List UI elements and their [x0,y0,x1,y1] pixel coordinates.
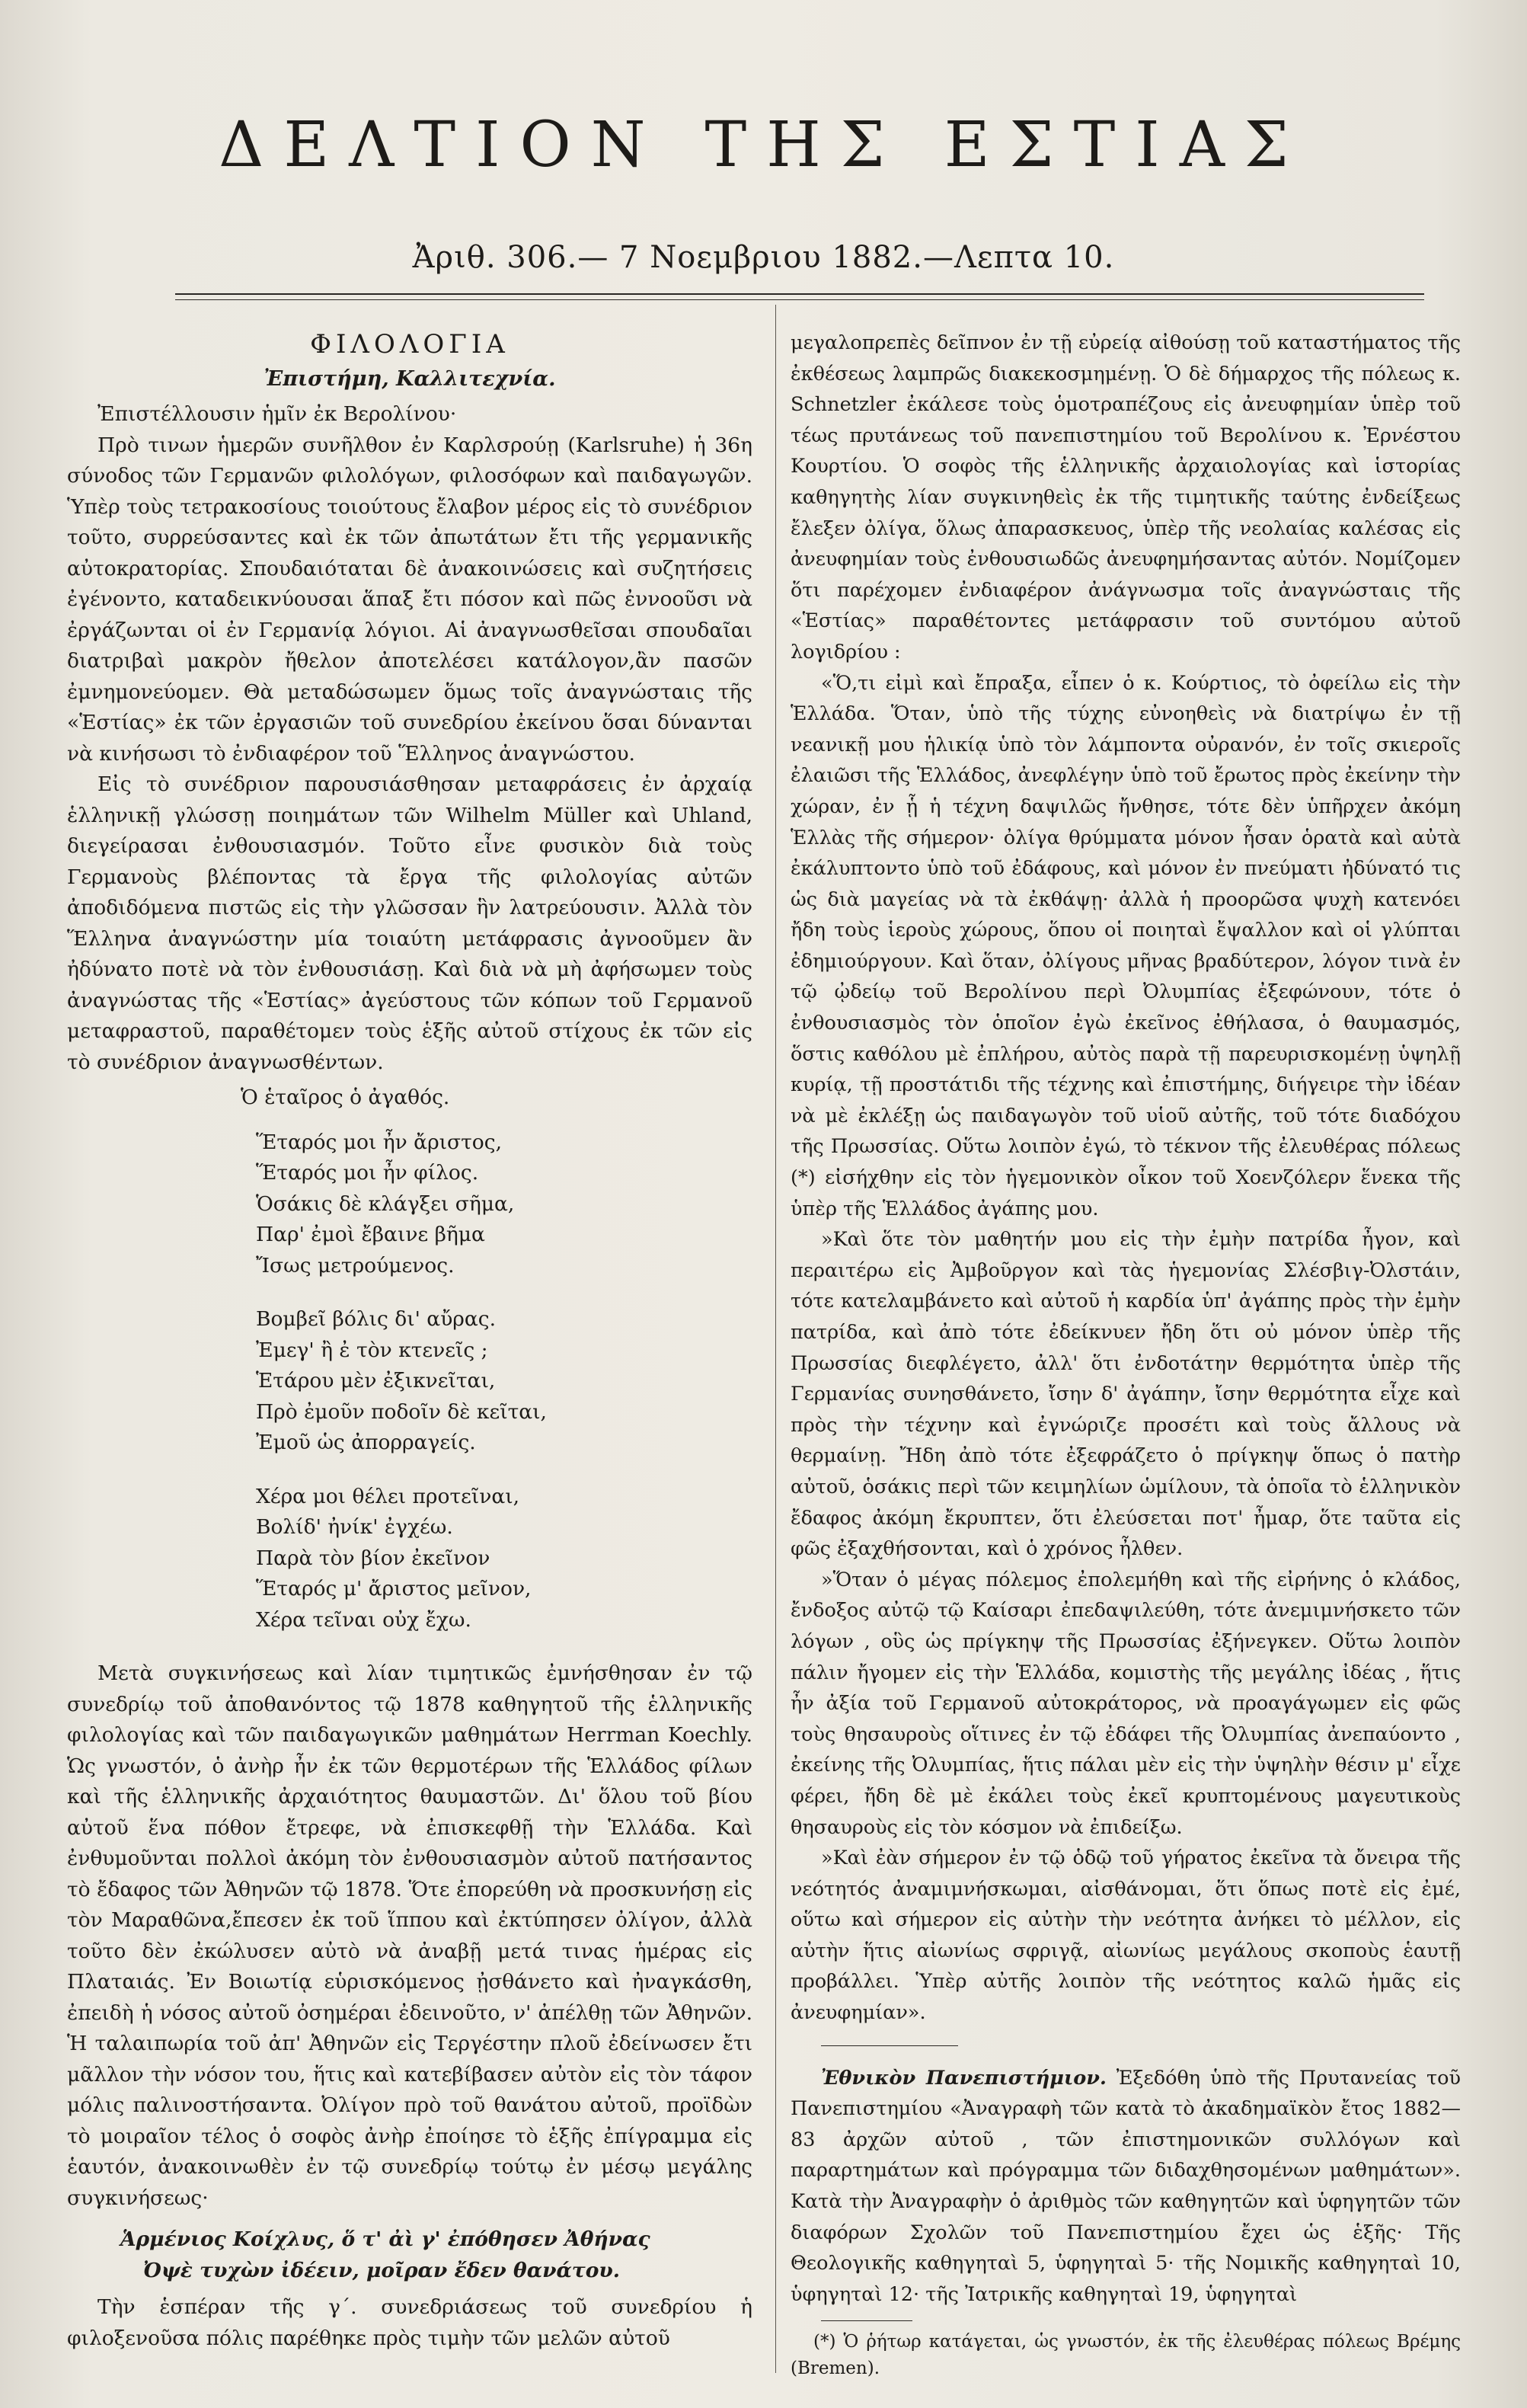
poem-line: Ἐμοῦ ὡς ἀπορραγείς. [256,1431,476,1454]
section-subhead: Ἐπιστήμη, Καλλιτεχνία. [264,367,556,391]
issue-line: Ἀριθ. 306.— 7 Νοεμβριου 1882.—Λεπτα 10. [412,240,1115,275]
epigram-line: Ἁρμένιος Κοίχλυς, ὅ τ' ἀὶ γ' ἐπόθησεν Ἀθήνας [120,2227,650,2251]
article-paragraph: Πρὸ τινων ἡμερῶν συνῆλθον ἐν Καρλσρούῃ (Karlsruhe) ἡ 36η σύνοδος τῶν Γερμανῶν φιλολόγων, φιλοσόφων καὶ παιδαγωγῶν. Ὑπὲρ τοὺς τετρακοσίους τοιούτους ἔλαβον μέρος εἰς τὸ συνέδριον τοῦτο, συρρεύσαντες καὶ ἐκ τῶν ἀπωτάτων ἔτι τῆς γερμανικῆς αὐτοκρατορίας. Σπουδαιόταται δὲ ἀνακοινώσεις καὶ συζητήσεις ἐγένοντο, καταδεικνύουσαι ἅπαξ ἔτι πόσον καὶ πῶς ἐννοοῦσι νὰ ἐργάζωνται οἱ ἐν Γερμανίᾳ λόγιοι. Αἱ ἀναγνωσθεῖσαι σπουδαῖαι διατριβαὶ μακρὸν ἤθελον ἀποτελέσει κατάλογον,ἂν πασῶν ἐμνημονεύομεν. Θὰ μεταδώσωμεν ὅμως τοῖς ἀναγνώσταις τῆς «Ἑστίας» ἐκ τῶν ἐργασιῶν τοῦ συνεδρίου ἐκείνου ὅσαι δύνανται νὰ κινήσωσι τὸ ἐνδιαφέρον τοῦ Ἕλληνος ἀναγνώστου. [67,433,752,766]
header-rule [175,293,1424,295]
left-column [67,328,752,2354]
poem-line: Ἕταρός μ' ἄριστος μεῖνον, [256,1577,532,1601]
speech-paragraph: «Ὅ,τι εἰμὶ καὶ ἔπραξα, εἶπεν ὁ κ. Κούρτιος, τὸ ὀφείλω εἰς τὴν Ἑλλάδα. Ὅταν, ὑπὸ τῆς τύχης εὐνοηθεὶς νὰ διατρίψω ἐν τῇ νεανικῇ μου ἡλικίᾳ ὑπὸ τὸν λάμποντα οὐρανόν, ἐν τοῖς σκιεροῖς ἐλαιῶσι τῆς Ἑλλάδος, ἀνεφλέγην ὑπὸ τοῦ ἔρωτος πρὸς ἐκείνην τὴν χώραν, ἐν ᾗ ἡ τέχνη δαψιλῶς ἤνθησε, τότε δὲν ὑπῆρχεν ἀκόμη Ἑλλὰς τῆς σήμερον· ὀλίγα θρύμματα μόνον ἦσαν ὁρατὰ καὶ αὐτὰ ἐκάλυπτοντο ὑπὸ τοῦ ἐδάφους, καὶ μόνον ἐν πνεύματι ἠδύνατό τις ὡς διὰ μαγείας νὰ τὰ ἐκθάψῃ· ἀλλὰ ἡ προορῶσα ψυχὴ κατενόει ἤδη τοὺς ἱεροὺς χώρους, ὅπου οἱ ποιηταὶ ἔψαλλον καὶ οἱ γλύπται ἐδημιούργουν. Καὶ ὅταν, ὀλίγους μῆνας βραδύτερον, λόγον τινὰ ἐν τῷ ᾠδείῳ τοῦ Βερολίνου περὶ Ὀλυμπίας ἐξεφώνουν, τότε ὁ ἐνθουσιασμὸς τὸν ὁποῖον ἐγὼ ἐκεῖνος ἐθήλασα, ὁ θαυμασμός, ὅστις καθόλου μὲ ἐπλήρου, αὐτὸς παρὰ τῇ παρευρισκομένῃ ὑψηλῇ κυρίᾳ, τῇ προστάτιδι τῆς τέχνης καὶ ἐπιστήμης, διήγειρε τὴν ἰδέαν νὰ μὲ ἐκλέξῃ ὡς παιδαγωγὸν τοῦ υἱοῦ αὐτῆς, τοῦ τότε διαδόχου τῆς Πρωσσίας. Οὕτω λοιπὸν ἐγώ, τὸ τέκνον τῆς ἐλευθέρας πόλεως (*) εἰσήχθην εἰς τὸν ἡγεμονικὸν οἶκον τοῦ Χοενζόλερν ἕνεκα τῆς ὑπὲρ τῆς Ἑλλάδος ἀγάπης μου. [791,671,1461,1220]
poem-line: Ἑτάρου μὲν ἐξικνεῖται, [256,1369,496,1393]
poem-line: Βομβεῖ βόλις δι' αὔρας. [256,1307,497,1331]
column-divider [775,305,776,2373]
poem-line: Παρ' ἐμοὶ ἔβαινε βῆμα [256,1223,485,1246]
poem-stanza [67,1127,752,1282]
header-rule-thin [175,299,1424,300]
poem-line: Βολίδ' ἠνίκ' ἐγχέω. [256,1515,453,1539]
article-separator [821,2045,958,2046]
speech-paragraph: »Καὶ ἐὰν σήμερον ἐν τῷ ὁδῷ τοῦ γήρατος ἐκεῖνα τὰ ὄνειρα τῆς νεότητός ἀναμιμνήσκωμαι, αἰσθάνομαι, ὅτι ὅπως ποτὲ εἰς ἐμέ, οὕτω καὶ σήμερον εἰς αὐτὴν τὴν νεότητα ἀνήκει τὸ μέλλον, εἰς αὐτὴν ἥτις αἰωνίως σφριγᾷ, αἰωνίως μεγάλους σκοποὺς ἑαυτῇ προβάλλει. Ὑπὲρ αὐτῆς λοιπὸν τῆς νεότητος καλῶ ἡμᾶς εἰς ἀνευφημίαν». [791,1847,1461,2025]
epigram-line: Ὀψὲ τυχὼν ἰδέειν, μοῖραν ἔδεν θανάτου. [143,2258,621,2282]
poem-line: Παρὰ τὸν βίον ἐκεῖνον [256,1546,490,1570]
university-notice-lead: Ἐθνικὸν Πανεπιστήμιον. [821,2066,1107,2090]
article-paragraph: Μετὰ συγκινήσεως καὶ λίαν τιμητικῶς ἐμνήσθησαν ἐν τῷ συνεδρίῳ τοῦ ἀποθανόντος τῷ 1878 καθηγητοῦ τῆς ἑλληνικῆς φιλολογίας καὶ τῶν παιδαγωγικῶν μαθημάτων Herrman Koechly. Ὡς γνωστόν, ὁ ἀνὴρ ἦν ἐκ τῶν θερμοτέρων τῆς Ἑλλάδος φίλων καὶ τῆς ἑλληνικῆς ἀρχαιότητος θαυμαστῶν. Δι' ὅλου τοῦ βίου αὐτοῦ ἕνα πόθον ἔτρεφε, νὰ ἐπισκεφθῇ τὴν Ἑλλάδα. Καὶ ἐνθυμοῦνται πολλοὶ ἀκόμη τὸν ἐνθουσιασμὸν αὐτοῦ πατήσαντος τὸ ἔδαφος τῶν Ἀθηνῶν τῷ 1878. Ὅτε ἐπορεύθη νὰ προσκυνήσῃ εἰς τὸν Μαραθῶνα,ἔπεσεν ἐκ τοῦ ἵππου καὶ ἐκτύπησεν ὀλίγον, ἀλλὰ τοῦτο δὲν ἐκώλυσεν αὐτὸ νὰ ἀναβῇ μετά τινας ἡμέρας εἰς Πλαταιάς. Ἐν Βοιωτίᾳ εὑρισκόμενος ᾐσθάνετο καὶ ἠναγκάσθη, ἐπειδὴ ἡ νόσος αὐτοῦ ὀσημέραι ἐδεινοῦτο, ν' ἀπέλθῃ τῶν Ἀθηνῶν. Ἡ ταλαιπωρία τοῦ ἀπ' Ἀθηνῶν εἰς Τεργέστην πλοῦ ἐδείνωσεν ἔτι μᾶλλον τὴν νόσον του, ἥτις καὶ κατεβίβασεν αὐτὸν εἰς τὸν τάφον μόλις παλινοστήσαντα. Ὀλίγον πρὸ τοῦ θανάτου αὐτοῦ, προϊδὼν τὸ μοιραῖον τέλος ὁ σοφὸς ἀνὴρ ἐποίησε τὸ ἑξῆς ἐπίγραμμα εἰς ἑαυτόν, ἀνακοινωθὲν ἐν τῷ συνεδρίῳ τούτῳ ἐν μέσῳ μεγάλης συγκινήσεως· [67,1661,752,2210]
article-paragraph: Εἰς τὸ συνέδριον παρουσιάσθησαν μεταφράσεις ἐν ἀρχαίᾳ ἑλληνικῇ γλώσσῃ ποιημάτων τῶν Wilhelm Müller καὶ Uhland, διεγείρασαι ἐνθουσιασμόν. Τοῦτο εἶνε φυσικὸν διὰ τοὺς Γερμανοὺς βλέποντας τὰ ἔργα τῆς φιλολογίας αὐτῶν ἀποδιδόμενα πιστῶς εἰς τὴν γλῶσσαν ἣν λατρεύουσιν. Ἀλλὰ τὸν Ἕλληνα ἀναγνώστην μία τοιαύτη μετάφρασις ἀγνοοῦμεν ἂν ἠδύνατο ποτὲ νὰ τὸν ἐνθουσιάσῃ. Καὶ διὰ νὰ μὴ ἀφήσωμεν τοὺς ἀναγνώστας τῆς «Ἑστίας» ἀγεύστους τῶν κόπων τοῦ Γερμανοῦ μεταφραστοῦ, παραθέτομεν τοὺς ἑξῆς αὐτοῦ στίχους ἐκ τῶν εἰς τὸ συνέδριον ἀναγνωσθέντων. [67,772,752,1074]
poem-title: Ὁ ἑταῖρος ὁ ἀγαθός. [241,1086,450,1109]
epigram [67,2224,752,2286]
university-notice-body: Ἐξεδόθη ὑπὸ τῆς Πρυτανείας τοῦ Πανεπιστημίου «Ἀναγραφὴ τῶν κατὰ τὸ ἀκαδημαϊκὸν ἔτος 1882—83 ἀρχῶν αὐτοῦ , τῶν ἐπιστημονικῶν συλλόγων καὶ παραρτημάτων καὶ πρόγραμμα τῶν διδαχθησομένων μαθημάτων». Κατὰ τὴν Ἀναγραφὴν ὁ ἀριθμὸς τῶν καθηγητῶν καὶ ὑφηγητῶν τῶν διαφόρων Σχολῶν τοῦ Πανεπιστημίου ἔχει ὡς ἑξῆς· Τῆς Θεολογικῆς καθηγηταὶ 5, ὑφηγηταὶ 5· τῆς Νομικῆς καθηγηταὶ 10, ὑφηγηταὶ 12· τῆς Ἰατρικῆς καθηγηταὶ 19, ὑφηγηταὶ [791,2066,1461,2306]
masthead-title: ΔΕΛΤΙΟΝ ΤΗΣ ΕΣΤΙΑΣ [219,109,1308,181]
poem-line: Χέρα μοι θέλει προτεῖναι, [256,1484,520,1508]
footnote-separator [821,2320,912,2321]
poem-line: Χέρα τεῖναι οὐχ ἔχω. [256,1607,471,1632]
section-title: ΦΙΛΟΛΟΓΙΑ [310,329,510,360]
poem-line: Ἴσως μετρούμενος. [256,1253,455,1278]
article-paragraph: μεγαλοπρεπὲς δεῖπνον ἐν τῇ εὐρείᾳ αἰθούσῃ τοῦ καταστήματος τῆς ἐκθέσεως λαμπρῶς διακεκοσμημένῃ. Ὁ δὲ δήμαρχος τῆς πόλεως κ. Schnetzler ἐκάλεσε τοὺς ὁμοτραπέζους εἰς ἀνευφημίαν ὑπὲρ τοῦ τέως πρυτάνεως τοῦ πανεπιστημίου τοῦ Βερολίνου κ. Ἐρνέστου Κουρτίου. Ὁ σοφὸς τῆς ἑλληνικῆς ἀρχαιολογίας καὶ ἱστορίας καθηγητὴς λίαν συγκινηθεὶς ἐκ τῆς τιμητικῆς ταύτης ἐνδείξεως ἔλεξεν ὀλίγα, ὅλως ἀπαρασκευος, ὑπὲρ τῆς νεολαίας καλέσας εἰς ἀνευφημίαν τοὺς ἐνθουσιωδῶς ἀνευφημήσαντας αὐτόν. Νομίζομεν ὅτι παρέχομεν ἐνδιαφέρον ἀνάγνωσμα τοῖς ἀναγνώσταις τῆς «Ἑστίας» παραθέτοντες μετάφρασιν τοῦ συντόμου αὐτοῦ λογιδρίου : [791,331,1461,664]
speech-paragraph: »Καὶ ὅτε τὸν μαθητήν μου εἰς τὴν ἐμὴν πατρίδα ἦγον, καὶ περαιτέρω εἰς Ἀμβοῦργον καὶ τὰς ἡγεμονίας Σλέσβιγ-Ὀλστάιν, τότε κατελαμβάνετο καὶ αὐτοῦ ἡ καρδία ὑπ' ἀγάπης πρὸς τὴν ἐμὴν πατρίδα, καὶ ἀπὸ τότε ἐδείκνυεν ἤδη ὅτι οὐ μόνον ὑπὲρ τῆς Πρωσσίας διεφλέγετο, ἀλλ' ὅτι ἐνδοτάτην θερμότητα ὑπὲρ τῆς Γερμανίας συνησθάνετο, ἴσην δ' ἀγάπην, ἴσην θερμότητα εἶχε καὶ πρὸς τὴν τέχνην καὶ ἐγνώριζε προσέτι καὶ τοὺς ἄλλους νὰ θερμαίνῃ. Ἤδη ἀπὸ τότε ἐξεφράζετο ὁ πρίγκηψ ὅπως ὁ πατὴρ αὐτοῦ, ὁσάκις περὶ τῶν κειμηλίων ὡμίλουν, τὰ ὁποῖα τὸ ἑλληνικὸν ἔδαφος ἀκόμη ἔκρυπτεν, ὅτι ἐλεύσεται ποτ' ἦμαρ, ὅτε ταῦτα εἰς φῶς ἐξαχθήσονται, καὶ ὁ χρόνος ἦλθεν. [791,1228,1461,1561]
poem-line: Ἐμεγ' ἢ ἐ τὸν κτενεῖς ; [256,1338,488,1362]
footnote [791,2329,1461,2382]
footnote-text: (*) Ὁ ῥήτωρ κατάγεται, ὡς γνωστόν, ἐκ τῆς ἐλευθέρας πόλεως Βρέμης (Bremen). [791,2332,1461,2379]
speech-paragraph: »Ὅταν ὁ μέγας πόλεμος ἐπολεμήθη καὶ τῆς εἰρήνης ὁ κλάδος, ἔνδοξος αὐτῷ τῷ Καίσαρι ἐπεδαψιλεύθη, τότε ἀνεμιμνήσκετο τῶν λόγων , οὓς ὡς πρίγκηψ τῆς Πρωσσίας ἐξήνεγκεν. Οὕτω λοιπὸν πάλιν ἤγομεν εἰς τὴν Ἑλλάδα, κομιστὴς τῆς μεγάλης ἰδέας , ἥτις ἦν ἀξία τοῦ Γερμανοῦ αὐτοκράτορος, νὰ προαγάγωμεν εἰς φῶς τοὺς θησαυροὺς οἵτινες ἐν τῷ ἐδάφει τῆς Ὀλυμπίας ἀνεπαύοντο , ἐκείνης τῆς Ὀλυμπίας, ἥτις πάλαι μὲν εἰς τὴν ὑψηλὴν θέσιν μ' εἶχε φέρει, ἤδη δὲ μὲ ἐκάλει τοὺς ἐκεῖ κρυπτομένους μαγευτικοὺς θησαυροὺς εἰς τὸν κόσμον νὰ ἐπιδείξω. [791,1568,1461,1839]
poem-line: Ὁσάκις δὲ κλάγξει σῆμα, [256,1191,515,1216]
poem-stanza [67,1304,752,1459]
university-notice [791,2063,1461,2310]
poem-stanza [67,1482,752,1636]
poem-line: Πρὸ ἐμοῦν ποδοῖν δὲ κεῖται, [256,1399,547,1424]
article-paragraph: Τὴν ἑσπέραν τῆς γ΄. συνεδριάσεως τοῦ συνεδρίου ἡ φιλοξενοῦσα πόλις παρέθηκε πρὸς τιμὴν τῶν μελῶν αὐτοῦ [67,2295,752,2350]
intro-paragraph: Ἐπιστέλλουσιν ἡμῖν ἐκ Βερολίνου· [97,402,457,426]
poem [67,1082,752,1636]
poem-line: Ἕταρός μοι ἦν ἄριστος, [256,1130,503,1154]
poem-line: Ἕταρός μοι ἦν φίλος. [256,1161,479,1185]
right-column [791,328,1461,2382]
